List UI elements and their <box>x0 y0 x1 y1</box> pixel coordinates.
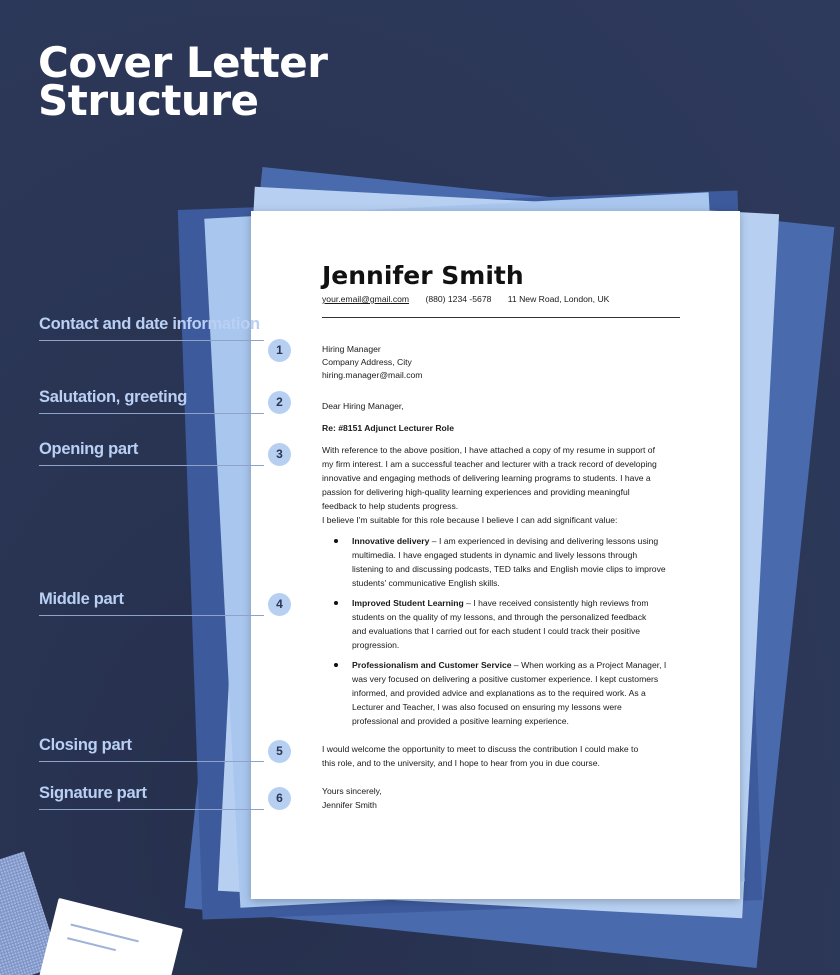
signature-block <box>322 784 680 812</box>
opening-line: I believe I'm suitable for this role because I believe I can add significant value: <box>322 515 618 525</box>
bullet-text: and evaluations that I carried out for each student I could track their positive <box>352 626 641 636</box>
section-label-closing: Closing part <box>39 735 264 762</box>
bullet-text: was very focused on delivering a positive customer experience. I kept customers <box>352 674 659 684</box>
bullet-text: multimedia. I have engaged students in dynamic and lively lessons through <box>352 550 638 560</box>
page-title <box>38 38 328 125</box>
recipient-block <box>322 343 680 382</box>
bullet-text: students' communicative English skills. <box>352 578 500 588</box>
opening-line: innovative and engaging methods of delivering learning programs to students. I have a <box>322 473 651 483</box>
section-label-middle: Middle part <box>39 589 264 616</box>
closing-line: this role, and to the university, and I hope to hear from you in due course. <box>322 758 600 768</box>
section-number-badge: 3 <box>268 443 291 466</box>
opening-line: my firm interest. I am a successful teacher and lecturer with a track record of developing <box>322 459 657 469</box>
section-number-badge: 1 <box>268 339 291 362</box>
opening-paragraph <box>322 443 680 527</box>
title-line-2: Structure <box>38 76 259 125</box>
list-item <box>352 596 680 652</box>
recipient-line: Company Address, City <box>322 357 412 367</box>
closing-line: I would welcome the opportunity to meet to discuss the contribution I could make to <box>322 744 639 754</box>
list-item <box>352 658 680 728</box>
bullet-text: progression. <box>352 640 400 650</box>
opening-line: feedback to help students progress. <box>322 501 459 511</box>
cover-letter-page <box>251 211 740 899</box>
contact-address: 11 New Road, London, UK <box>507 294 610 304</box>
bullet-text: informed, and provided advice and explanations as to the required work. As a <box>352 688 646 698</box>
section-number-badge: 4 <box>268 593 291 616</box>
contact-phone: (880) 1234 -5678 <box>425 294 492 304</box>
title-line-1: Cover Letter <box>38 38 328 87</box>
bullet-text: Lecturer and Teacher, I was also focused on ensuring my lessons were <box>352 702 622 712</box>
bullet-heading: Professionalism and Customer Service <box>352 660 512 670</box>
letter-body <box>322 261 680 810</box>
bullet-text: professional and provided a positive learning experience. <box>352 716 569 726</box>
middle-list <box>322 534 680 734</box>
contact-line <box>322 293 680 305</box>
opening-line: passion for delivering high-quality learning experiences and providing meaningful <box>322 487 630 497</box>
section-number-badge: 2 <box>268 391 291 414</box>
salutation: Dear Hiring Manager, <box>322 401 404 411</box>
section-label-salutation: Salutation, greeting <box>39 387 264 414</box>
section-label-opening: Opening part <box>39 439 264 466</box>
bullet-text: students on the quality of my lessons, and through the personalized feedback <box>352 612 647 622</box>
bullet-heading: Improved Student Learning <box>352 598 464 608</box>
section-number-badge: 6 <box>268 787 291 810</box>
recipient-line: Hiring Manager <box>322 344 381 354</box>
opening-line: With reference to the above position, I have attached a copy of my resume in support of <box>322 445 655 455</box>
signoff-line: Yours sincerely, <box>322 786 382 796</box>
recipient-line: hiring.manager@mail.com <box>322 370 423 380</box>
signoff-line: Jennifer Smith <box>322 800 377 810</box>
bullet-text: – When working as a Project Manager, I <box>511 660 667 670</box>
section-label-contact: Contact and date information <box>39 314 264 341</box>
closing-paragraph <box>322 742 680 770</box>
list-item <box>352 534 680 590</box>
bullet-text: listening to and discussing podcasts, TED talks and English movie clips to improve <box>352 564 666 574</box>
re-line: Re: #8151 Adjunct Lecturer Role <box>322 423 454 433</box>
section-number-badge: 5 <box>268 740 291 763</box>
contact-email: your.email@gmail.com <box>322 294 410 304</box>
bullet-text: – I am experienced in devising and delivering lessons using <box>429 536 659 546</box>
letter-header <box>322 261 680 343</box>
applicant-name: Jennifer Smith <box>322 261 524 290</box>
bullet-text: – I have received consistently high reviews from <box>463 598 649 608</box>
section-label-signature: Signature part <box>39 783 264 810</box>
header-rule <box>322 317 680 318</box>
bullet-heading: Innovative delivery <box>352 536 430 546</box>
